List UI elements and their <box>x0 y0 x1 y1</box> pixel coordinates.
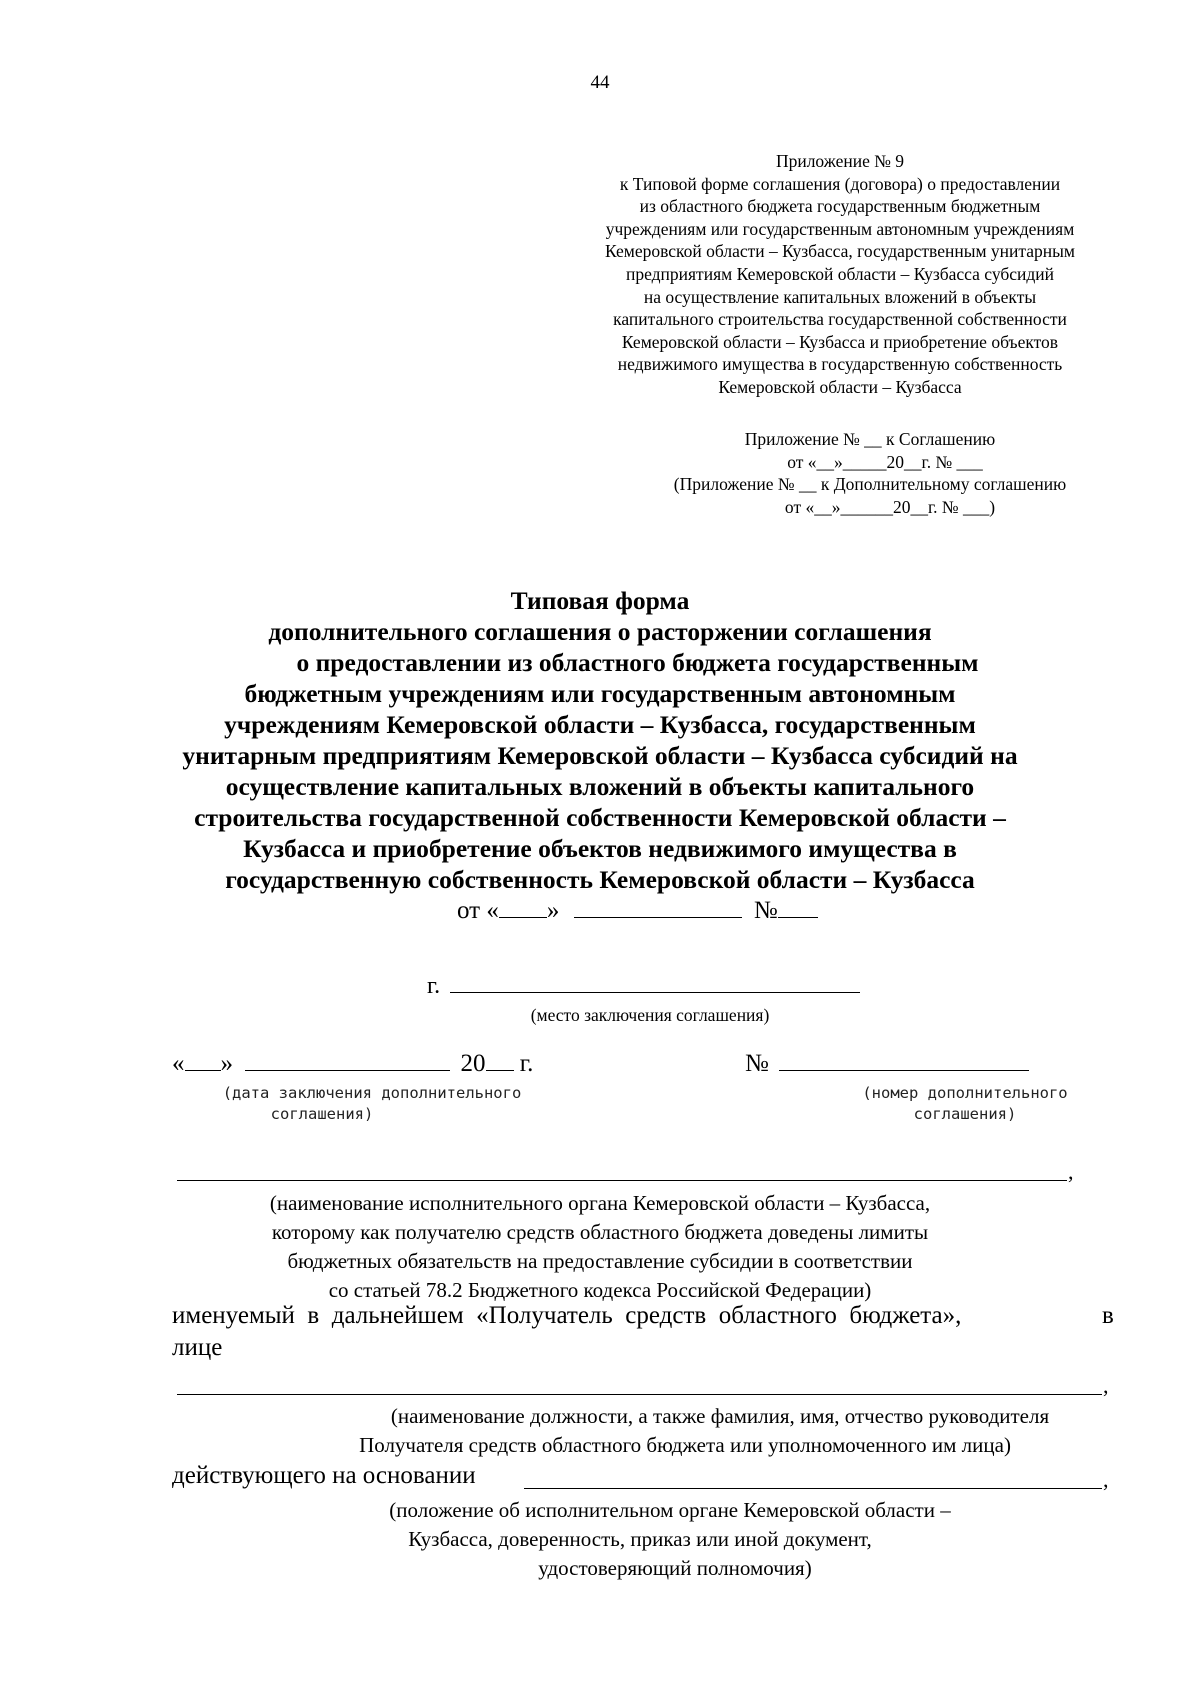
number-caption-line: (номер дополнительного <box>862 1084 1068 1102</box>
date-caption-line: соглашения) <box>270 1105 374 1123</box>
appendix-line: из областного бюджета государственным бюджетным <box>639 196 1041 217</box>
date-close-quote: » <box>220 1050 233 1077</box>
title-line: Кузбасса и приобретение объектов недвижимого имущества в <box>243 834 957 863</box>
agreement-ref-line: (Приложение № __ к Дополнительному соглашению <box>673 474 1067 495</box>
place-line <box>427 972 860 1000</box>
day-blank[interactable] <box>499 897 547 918</box>
date-year-blank[interactable] <box>486 1050 514 1071</box>
date-day-blank[interactable] <box>185 1050 221 1071</box>
executive-caption-line: со статьей 78.2 Бюджетного кодекса Российской Федерации) <box>328 1278 872 1302</box>
title-line: дополнительного соглашения о расторжении соглашения <box>268 617 932 646</box>
page-number: 44 <box>590 72 610 93</box>
person-blank[interactable] <box>177 1374 1102 1395</box>
person-caption-line: (наименование должности, а также фамилия, имя, отчество руководителя <box>390 1404 1050 1428</box>
executive-caption-line: которому как получателю средств областного бюджета доведены лимиты <box>271 1220 929 1244</box>
number-blank[interactable] <box>779 1050 1029 1071</box>
appendix-line: Приложение № 9 <box>775 151 905 171</box>
basis-caption-line: (положение об исполнительном органе Кемеровской области – <box>389 1498 951 1522</box>
person-caption <box>250 1402 1120 1460</box>
title-line: осуществление капитальных вложений в объекты капитального <box>225 772 975 801</box>
appendix-line: Кемеровской области – Кузбасса, государственным унитарным <box>605 241 1075 262</box>
title-date-mid: » <box>546 897 560 924</box>
month-blank[interactable] <box>574 897 742 918</box>
agreement-ref-line: Приложение № __ к Соглашению <box>744 429 996 449</box>
basis-comma: , <box>1103 1467 1109 1492</box>
title-line: государственную собственность Кемеровской области – Кузбасса <box>225 865 975 894</box>
title-line: бюджетным учреждениям или государственным автономным <box>244 679 956 708</box>
title-line: учреждениям Кемеровской области – Кузбасса, государственным <box>224 710 976 739</box>
executive-caption-line: (наименование исполнительного органа Кемеровской области – Кузбасса, <box>269 1191 931 1215</box>
executive-body-blank[interactable] <box>177 1160 1067 1181</box>
basis-caption-line: Кузбасса, доверенность, приказ или иной документ, <box>408 1527 872 1551</box>
date-caption-line: (дата заключения дополнительного <box>222 1084 522 1102</box>
executive-body-comma: , <box>1068 1159 1074 1184</box>
title-date-line <box>457 897 818 925</box>
appendix-line: капитального строительства государственной собственности <box>613 309 1067 330</box>
date-line <box>172 1050 533 1078</box>
person-comma: , <box>1103 1373 1109 1398</box>
agreement-ref-line: от «__»_____20__г. № ___ <box>787 451 983 472</box>
basis-caption-line: удостоверяющий полномочия) <box>538 1556 812 1580</box>
appendix-line: учреждениям или государственным автономным учреждениям <box>605 218 1075 239</box>
basis-blank[interactable] <box>524 1468 1102 1489</box>
basis-caption <box>280 1496 1000 1583</box>
person-caption-line: Получателя средств областного бюджета или уполномоченного им лица) <box>359 1433 1011 1457</box>
city-prefix: г. <box>427 973 441 999</box>
title-line: о предоставлении из областного бюджета государственным <box>296 648 979 677</box>
appendix-line: предприятиям Кемеровской области – Кузбасса субсидий <box>625 263 1055 284</box>
number-line <box>745 1050 1029 1078</box>
executive-caption-line: бюджетных обязательств на предоставление субсидии в соответствии <box>287 1249 913 1273</box>
number-sign: № <box>745 1050 769 1077</box>
appendix-line: Кемеровской области – Кузбасса и приобретение объектов <box>621 331 1059 352</box>
document-title <box>0 585 1200 895</box>
number-caption <box>830 1083 1100 1125</box>
date-year-prefix: 20 <box>460 1050 486 1077</box>
number-caption-line: соглашения) <box>913 1105 1017 1123</box>
date-month-blank[interactable] <box>245 1050 450 1071</box>
named-as-line1: именуемый в дальнейшем «Получатель средств областного бюджета», <box>172 1302 962 1329</box>
title-line: Типовая форма <box>510 586 690 615</box>
named-as-line2: лице <box>172 1334 223 1361</box>
agreement-ref-line: от «__»______20__г. № ___) <box>784 496 996 517</box>
appendix-line: к Типовой форме соглашения (договора) о предоставлении <box>619 173 1061 194</box>
appendix-line: Кемеровской области – Кузбасса <box>718 376 962 397</box>
place-caption: (место заключения соглашения) <box>530 1005 770 1025</box>
appendix-line: на осуществление капитальных вложений в объекты <box>643 286 1037 307</box>
title-line: строительства государственной собственности Кемеровской области – <box>194 803 1006 832</box>
title-line: унитарным предприятиям Кемеровской области – Кузбасса субсидий на <box>182 741 1018 770</box>
date-year-suffix: г. <box>519 1050 534 1077</box>
place-blank[interactable] <box>450 972 860 993</box>
named-as-end: в <box>1102 1302 1114 1329</box>
date-caption <box>172 1083 572 1125</box>
title-number-sign: № <box>753 897 778 924</box>
executive-body-caption <box>170 1189 1030 1305</box>
date-open-quote: « <box>172 1050 185 1077</box>
appendix-line: недвижимого имущества в государственную собственность <box>617 354 1063 375</box>
agreement-reference <box>600 428 1140 518</box>
basis-label: действующего на основании <box>172 1462 476 1489</box>
title-number-blank[interactable] <box>778 897 818 918</box>
appendix-header <box>540 150 1140 399</box>
title-date-prefix: от « <box>457 897 499 924</box>
